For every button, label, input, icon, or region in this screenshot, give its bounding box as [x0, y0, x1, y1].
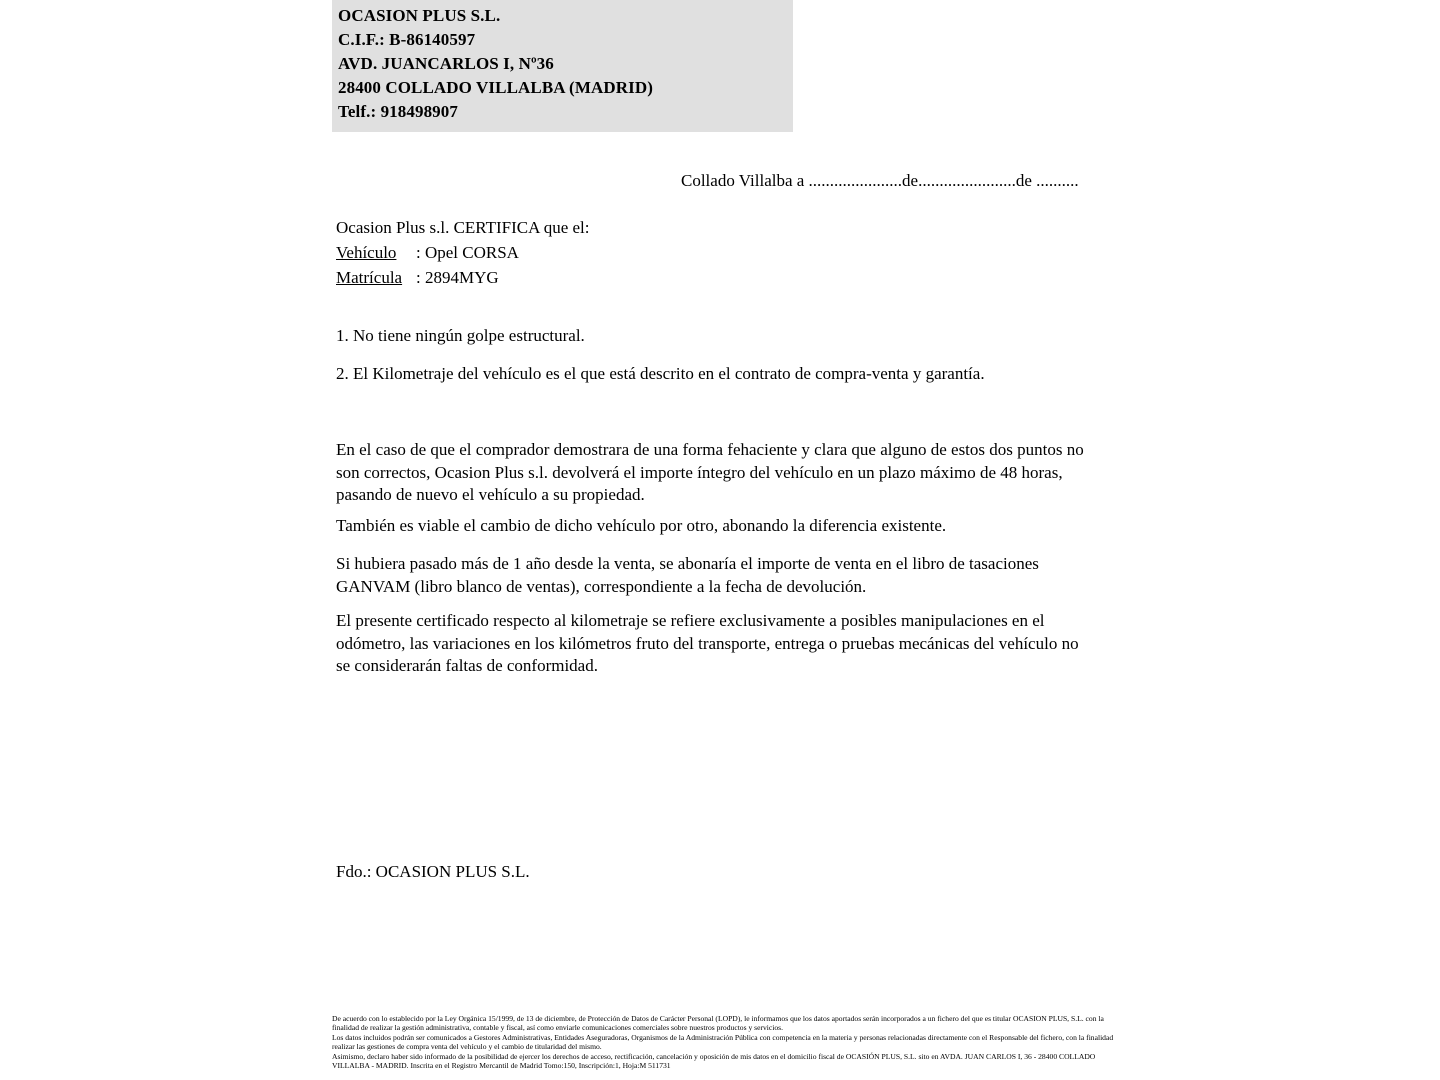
letterhead-phone: Telf.: 918498907 — [338, 102, 458, 121]
signature-line: Fdo.: OCASION PLUS S.L. — [336, 862, 530, 881]
plate-label: Matrícula — [336, 268, 403, 287]
letterhead-block — [332, 0, 793, 132]
letterhead-cif: C.I.F.: B-86140597 — [338, 30, 476, 49]
point-2: 2. El Kilometraje del vehículo es el que está descrito en el contrato de compra-venta y garantía. — [336, 364, 985, 383]
point-1: 1. No tiene ningún golpe estructural. — [336, 326, 585, 345]
vehicle-value: : Opel CORSA — [416, 243, 519, 262]
letterhead-company-name: OCASION PLUS S.L. — [338, 6, 501, 25]
legal-paragraph-3: Asimismo, declaro haber sido informado de la posibilidad de ejercer los derechos de acceso, rectificación, cancelación y oposición de mis datos en el domicilio fiscal de OCASIÓN PLUS, S.L. sito en AVDA. JUAN CARLOS I, 36 - 28400 COLLADO VILLALBA - MADRID. Inscrita en el Registro Mercantil de Madrid Tomo:150, Inscripción:1, Hoja:M 511731 — [332, 1051, 1096, 1071]
plate-row — [336, 265, 590, 290]
paragraph-exchange: También es viable el cambio de dicho vehículo por otro, abonando la diferencia existente. — [336, 516, 947, 535]
dateline: Collado Villalba a ......................de.......................de .......... — [681, 171, 1079, 190]
paragraph-refund: En el caso de que el comprador demostrara de una forma fehaciente y clara que alguno de estos dos puntos no son correctos, Ocasion Plus s.l. devolverá el importe íntegro del vehículo en un plazo máximo de 48 horas, pasando de nuevo el vehículo a su propiedad. — [336, 440, 1084, 504]
letterhead-city: 28400 COLLADO VILLALBA (MADRID) — [338, 78, 653, 97]
certification-intro: Ocasion Plus s.l. CERTIFICA que el: — [336, 218, 590, 237]
vehicle-label: Vehículo — [336, 243, 397, 262]
vehicle-row — [336, 240, 590, 265]
paragraph-ganvam: Si hubiera pasado más de 1 año desde la venta, se abonaría el importe de venta en el libro de tasaciones GANVAM (libro blanco de ventas), correspondiente a la fecha de devolución. — [336, 554, 1039, 596]
plate-value: : 2894MYG — [416, 268, 499, 287]
legal-paragraph-1: De acuerdo con lo establecido por la Ley Orgánica 15/1999, de 13 de diciembre, de Protección de Datos de Carácter Personal (LOPD), le informamos que los datos aportados serán incorporados a un fichero del que es titular OCASION PLUS, S.L. con la finalidad de realizar la gestión administrativa, contable y fiscal, así como enviarle comunicaciones comerciales sobre nuestros productos y servicios. — [332, 1014, 1104, 1033]
letterhead-address: AVD. JUANCARLOS I, Nº36 — [338, 54, 554, 73]
paragraph-odometer: El presente certificado respecto al kilometraje se refiere exclusivamente a posibles manipulaciones en el odómetro, las variaciones en los kilómetros fruto del transporte, entrega o pruebas mecánicas del vehículo no se considerarán faltas de conformidad. — [336, 611, 1079, 675]
legal-footer — [332, 1014, 1122, 1070]
legal-paragraph-2: Los datos incluidos podrán ser comunicados a Gestores Administrativas, Entidades Aseguradoras, Organismos de la Administración Pública con competencia en la materia y personas relacionadas directamente con el Responsable del fichero, con la finalidad realizar las gestiones de compra venta del vehículo y el cambio de titularidad del mismo. — [332, 1032, 1114, 1052]
certification-block — [336, 215, 590, 290]
